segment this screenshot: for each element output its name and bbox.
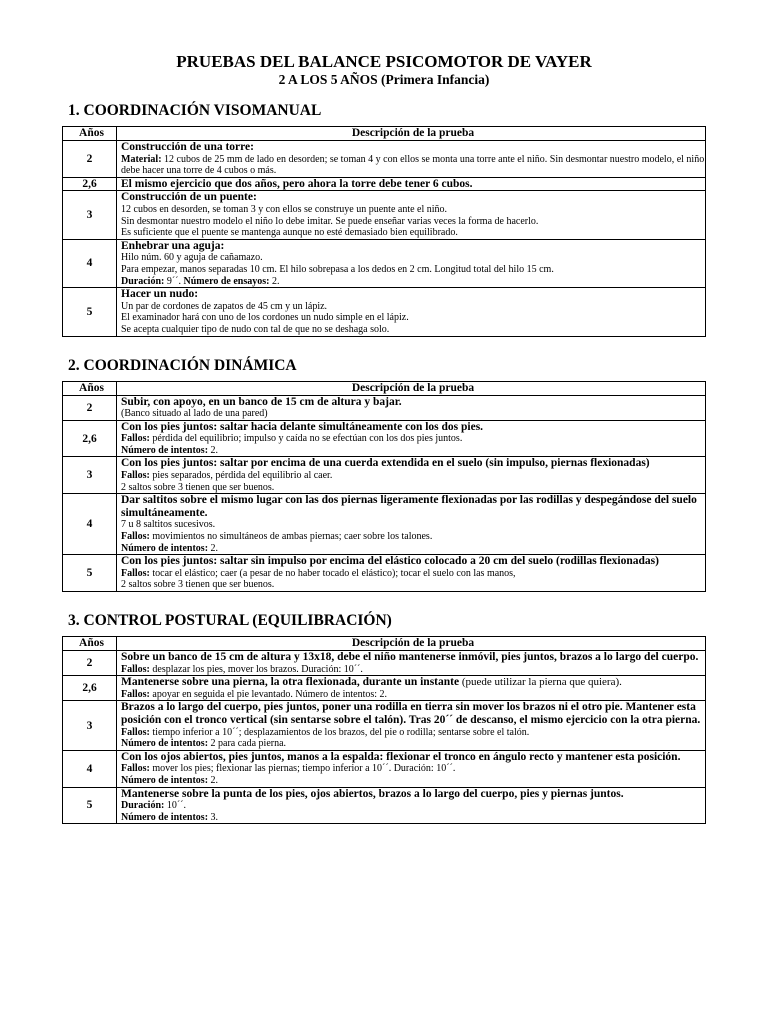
line-text: 7 u 8 saltitos sucesivos. [121,519,216,531]
age-cell: 2,6 [63,420,117,457]
description-line [121,568,705,580]
line-label: Número de intentos: [121,811,209,823]
assessment-table [62,126,706,337]
line-text: Hilo núm. 60 y aguja de cañamazo. [121,252,263,264]
age-cell: 3 [63,701,117,750]
table-row [63,288,706,336]
line-text: 9´´. [164,275,184,287]
section-spacer [62,337,706,357]
age-cell: 4 [63,494,117,555]
table-header-row [63,637,706,651]
test-name: Hacer un nudo: [121,288,199,301]
table-row [63,494,706,555]
line-text: 12 cubos de 25 mm de lado en desorden; se toman 4 y con ellos se monta una torre ante el niño. Sin desmontar nuestro modelo, el niño debe hacer una torre de 4 cubos o más. [121,153,705,177]
line-text: 2 saltos sobre 3 tienen que ser buenos. [121,579,275,591]
description-line [121,664,705,676]
line-label: Fallos: [121,567,150,579]
description-line [121,579,705,591]
test-name: Con los pies juntos: saltar sin impulso por encima del elástico colocado a 20 cm del suelo (rodillas flexionadas) [121,555,659,568]
column-header-description: Descripción de la prueba [117,381,706,395]
description-cell [117,494,706,555]
line-text: 12 cubos en desorden, se toman 3 y con ellos se construye un puente ante el niño. [121,203,448,215]
line-label: Duración: [121,800,165,812]
description-line [121,727,705,739]
description-cell [117,395,706,420]
description-line [121,738,705,750]
table-row [63,239,706,287]
line-text: 2 saltos sobre 3 tienen que ser buenos. [121,481,275,493]
test-name-note: (puede utilizar la pierna que quiera). [459,676,622,689]
test-name: Subir, con apoyo, en un banco de 15 cm de altura y bajar. [121,395,402,408]
section-title: 3. CONTROL POSTURAL (EQUILIBRACIÓN) [68,612,392,629]
age-cell: 2 [63,651,117,676]
table-row [63,457,706,494]
assessment-table [62,381,706,593]
line-text: Es suficiente que el puente se mantenga aunque no esté demasiado bien equilibrado. [121,227,458,239]
line-label: Fallos: [121,688,150,700]
line-text: (Banco situado al lado de una pared) [121,408,268,420]
line-label: Duración: [121,275,165,287]
line-text: Se acepta cualquier tipo de nudo con tal de que no se deshaga solo. [121,323,390,335]
column-header-description: Descripción de la prueba [117,637,706,651]
description-line [121,408,705,420]
age-cell: 2,6 [63,676,117,701]
age-cell: 5 [63,288,117,336]
table-row [63,750,706,787]
document-title: PRUEBAS DEL BALANCE PSICOMOTOR DE VAYER [176,52,592,71]
description-cell [117,288,706,336]
description-cell [117,555,706,592]
line-text: El examinador hará con uno de los cordones un nudo simple en el lápiz. [121,312,409,324]
age-cell: 2 [63,141,117,178]
test-name: Construcción de un puente: [121,191,257,204]
description-cell [117,177,706,191]
description-line [121,482,705,494]
age-cell: 3 [63,191,117,239]
description-line [121,812,705,824]
line-label: Número de intentos: [121,444,209,456]
description-line [121,445,705,457]
age-cell: 3 [63,457,117,494]
line-label: Fallos: [121,763,150,775]
test-name: Con los pies juntos: saltar hacia delante simultáneamente con los dos pies. [121,420,484,433]
line-label: Número de intentos: [121,738,209,750]
description-line [121,301,705,313]
description-cell [117,701,706,750]
table-header-row [63,381,706,395]
line-text: 3. [208,811,219,823]
age-cell: 5 [63,555,117,592]
table-row [63,676,706,701]
description-line [121,763,705,775]
description-line [121,470,705,482]
line-text: 2. [269,275,280,287]
age-cell: 4 [63,750,117,787]
line-text: Para empezar, manos separadas 10 cm. El hilo sobrepasa a los dedos en 2 cm. Longitud total del hilo 15 cm. [121,263,554,275]
description-cell [117,651,706,676]
age-cell: 5 [63,787,117,824]
table-row [63,177,706,191]
description-line [121,543,705,555]
description-cell [117,787,706,824]
table-row [63,141,706,178]
table-row [63,651,706,676]
test-name: Brazos a lo largo del cuerpo, pies juntos, poner una rodilla en tierra sin mover los brazos ni el otro pie. Mantener esta posición con el tronco vertical (sin sentarse sobre el talón). Tras 20´´ de descanso, el mismo ejercicio con la otra pierna. [121,701,701,726]
line-text: Sin desmontar nuestro modelo el niño lo debe imitar. Se puede enseñar varias veces la forma de hacerlo. [121,215,539,227]
column-header-age: Años [63,127,117,141]
test-name: Dar saltitos sobre el mismo lugar con las dos piernas ligeramente flexionadas por las rodillas y despegándose del suelo simultáneamente. [121,494,697,519]
section-spacer [62,592,706,612]
table-row [63,420,706,457]
description-line [121,216,705,228]
line-label: Número de ensayos: [183,275,270,287]
line-text: pérdida del equilibrio; impulso y caída no se efectúan con los dos pies juntos. [149,433,463,445]
test-name: Mantenerse sobre una pierna, la otra flexionada, durante un instante (puede utilizar la pierna que quiera). [121,676,622,689]
table-header-row [63,127,706,141]
line-label: Fallos: [121,470,150,482]
table-row [63,701,706,750]
description-cell [117,141,706,178]
column-header-description: Descripción de la prueba [117,127,706,141]
description-line [121,276,705,288]
test-name: Enhebrar una aguja: [121,239,225,252]
line-text: pies separados, pérdida del equilibrio al caer. [149,470,333,482]
table-row [63,787,706,824]
table-row [63,555,706,592]
description-line [121,531,705,543]
line-text: 2. [208,444,219,456]
line-text: 2. [208,774,219,786]
line-text: desplazar los pies, mover los brazos. Duración: 10´´. [149,663,363,675]
line-text: 2 para cada pierna. [208,738,287,750]
description-line [121,204,705,216]
section-title: 1. COORDINACIÓN VISOMANUAL [68,102,322,119]
line-text: 10´´. [164,800,187,812]
line-text: apoyar en seguida el pie levantado. Número de intentos: 2. [149,688,388,700]
column-header-age: Años [63,381,117,395]
column-header-age: Años [63,637,117,651]
description-line [121,252,705,264]
line-text: tiempo inferior a 10´´; desplazamientos de los brazos, del pie o rodilla; sentarse sobre el talón. [149,726,530,738]
description-cell [117,191,706,239]
line-label: Número de intentos: [121,542,209,554]
test-name: Con los pies juntos: saltar por encima de una cuerda extendida en el suelo (sin impulso, piernas flexionadas) [121,457,650,470]
description-cell [117,420,706,457]
description-line [121,689,705,701]
description-line [121,264,705,276]
test-name: Mantenerse sobre la punta de los pies, ojos abiertos, brazos a lo largo del cuerpo, pies y piernas juntos. [121,787,624,800]
age-cell: 2 [63,395,117,420]
line-label: Fallos: [121,726,150,738]
line-text: 2. [208,542,219,554]
description-cell [117,676,706,701]
section-title: 2. COORDINACIÓN DINÁMICA [68,356,297,374]
line-label: Material: [121,153,162,165]
line-label: Fallos: [121,433,150,445]
test-name: El mismo ejercicio que dos años, pero ahora la torre debe tener 6 cubos. [121,177,473,190]
test-name: Sobre un banco de 15 cm de altura y 13x18, debe el niño mantenerse inmóvil, pies juntos, brazos a lo largo del cuerpo. [121,651,699,663]
document-subtitle: 2 A LOS 5 AÑOS (Primera Infancia) [278,72,490,87]
description-line [121,800,705,812]
line-label: Fallos: [121,531,150,543]
line-text: tocar el elástico; caer (a pesar de no haber tocado el elástico); tocar el suelo con las manos, [149,567,516,579]
table-row [63,191,706,239]
line-text: movimientos no simultáneos de ambas piernas; caer sobre los talones. [149,531,433,543]
description-cell [117,239,706,287]
age-cell: 2,6 [63,177,117,191]
test-name: Con los ojos abiertos, pies juntos, manos a la espalda: flexionar el tronco en ángulo recto y mantener esta posición. [121,750,681,763]
description-line [121,227,705,239]
description-cell [117,457,706,494]
document-page [62,52,706,824]
description-line [121,154,705,177]
line-text: Un par de cordones de zapatos de 45 cm y un lápiz. [121,300,328,312]
description-line [121,324,705,336]
description-line [121,433,705,445]
description-cell [117,750,706,787]
table-row [63,395,706,420]
assessment-table [62,636,706,824]
line-text: mover los pies; flexionar las piernas; tiempo inferior a 10´´. Duración: 10´´. [149,763,456,775]
line-label: Fallos: [121,663,150,675]
age-cell: 4 [63,239,117,287]
sections-container [62,102,706,824]
line-label: Número de intentos: [121,774,209,786]
test-name: Construcción de una torre: [121,141,254,153]
description-line [121,775,705,787]
description-line [121,312,705,324]
description-line [121,519,705,531]
